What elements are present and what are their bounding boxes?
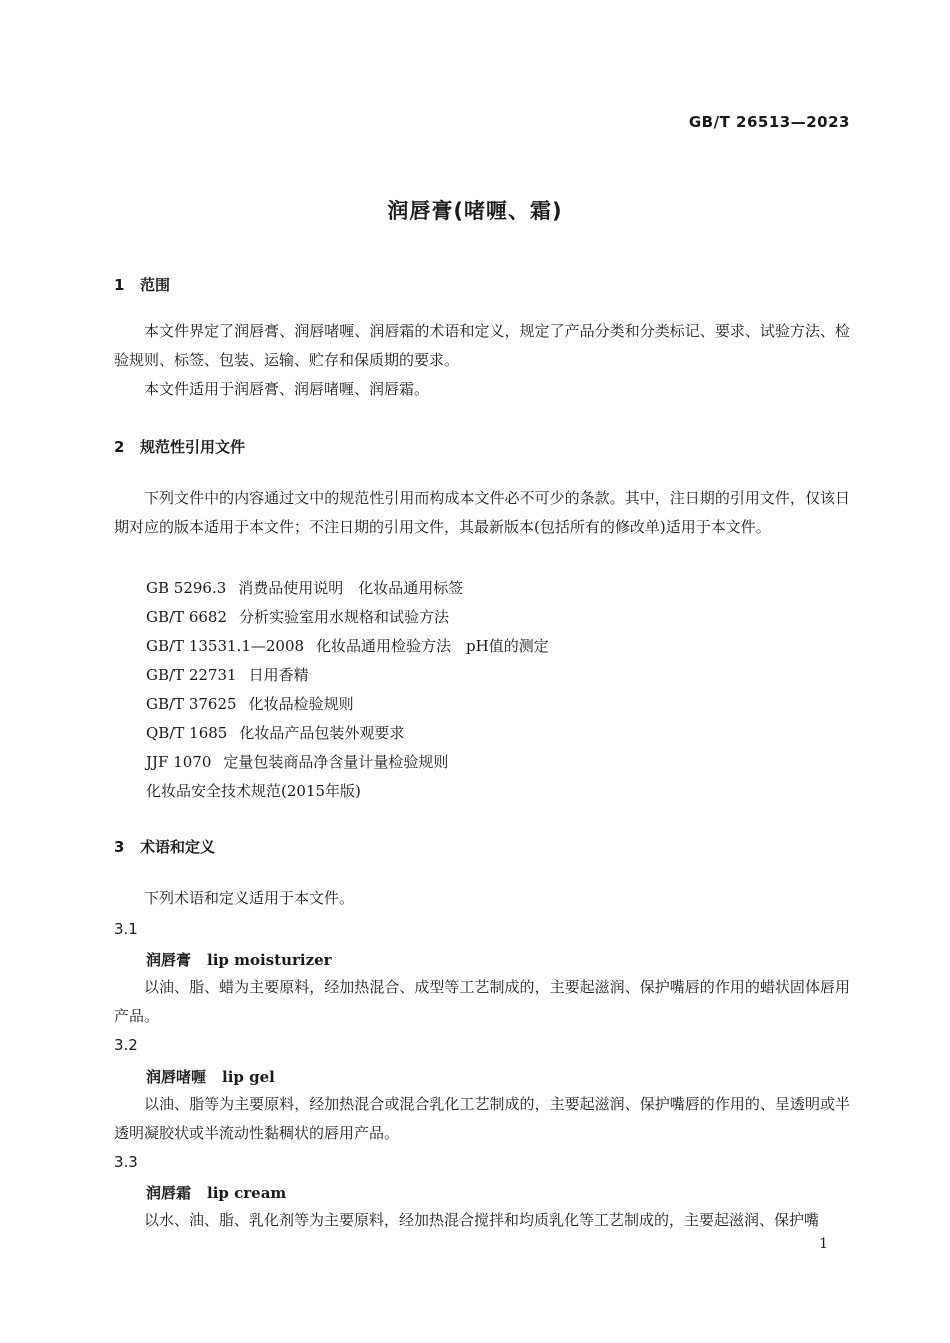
section-title: 规范性引用文件 bbox=[140, 438, 246, 456]
reference-code: QB/T 1685 bbox=[146, 724, 228, 742]
term-chinese: 润唇啫喱 bbox=[146, 1068, 207, 1086]
reference-item bbox=[146, 780, 361, 801]
reference-code: GB/T 13531.1—2008 bbox=[146, 637, 305, 655]
reference-code: GB 5296.3 bbox=[146, 579, 227, 597]
reference-title: 化妆品通用检验方法 pH值的测定 bbox=[316, 637, 549, 655]
section-title: 范围 bbox=[140, 276, 171, 294]
term-english: lip moisturizer bbox=[207, 951, 332, 969]
reference-code: GB/T 37625 bbox=[146, 695, 237, 713]
reference-code: JJF 1070 bbox=[146, 753, 212, 771]
section-title: 术语和定义 bbox=[140, 838, 216, 856]
reference-title: 化妆品产品包装外观要求 bbox=[239, 724, 405, 742]
reference-title: 化妆品安全技术规范(2015年版) bbox=[146, 782, 361, 800]
section-1-paragraph-1: 本文件界定了润唇膏、润唇啫喱、润唇霜的术语和定义，规定了产品分类和分类标记、要求、试验方法、检验规则、标签、包装、运输、贮存和保质期的要求。 bbox=[114, 322, 850, 369]
reference-title: 定量包装商品净含量计量检验规则 bbox=[223, 753, 449, 771]
term-number: 3.3 bbox=[114, 1153, 138, 1171]
section-number: 1 bbox=[114, 276, 125, 294]
reference-item bbox=[146, 606, 449, 627]
reference-item bbox=[146, 664, 309, 685]
document-title: 润唇膏(啫喱、霜) bbox=[387, 199, 563, 223]
term-chinese: 润唇膏 bbox=[146, 951, 192, 969]
reference-code: GB/T 6682 bbox=[146, 608, 228, 626]
section-3-intro: 下列术语和定义适用于本文件。 bbox=[144, 889, 355, 907]
section-1-heading bbox=[114, 274, 170, 295]
term-english: lip gel bbox=[222, 1068, 275, 1086]
reference-title: 分析实验室用水规格和试验方法 bbox=[239, 608, 450, 626]
section-2-heading bbox=[114, 436, 245, 457]
term-definition: 以油、脂、蜡为主要原料，经加热混合、成型等工艺制成的，主要起滋润、保护嘴唇的作用的蜡状固体唇用产品。 bbox=[114, 978, 850, 1025]
term-english: lip cream bbox=[207, 1184, 287, 1202]
reference-item bbox=[146, 751, 448, 772]
section-1-paragraph-2: 本文件适用于润唇膏、润唇啫喱、润唇霜。 bbox=[144, 380, 430, 398]
reference-title: 化妆品检验规则 bbox=[248, 695, 354, 713]
reference-item bbox=[146, 722, 404, 743]
term-heading bbox=[146, 1182, 286, 1203]
reference-title: 日用香精 bbox=[248, 666, 309, 684]
standard-number: GB/T 26513—2023 bbox=[688, 113, 850, 131]
section-2-intro: 下列文件中的内容通过文中的规范性引用而构成本文件必不可少的条款。其中，注日期的引用文件，仅该日期对应的版本适用于本文件；不注日期的引用文件，其最新版本(包括所有的修改单)适用于本文件。 bbox=[114, 489, 850, 536]
term-definition: 以水、油、脂、乳化剂等为主要原料，经加热混合搅拌和均质乳化等工艺制成的，主要起滋润、保护嘴 bbox=[144, 1211, 820, 1229]
reference-item bbox=[146, 577, 463, 598]
section-3-heading bbox=[114, 836, 215, 857]
reference-item bbox=[146, 635, 549, 656]
reference-title: 消费品使用说明 化妆品通用标签 bbox=[238, 579, 464, 597]
term-definition: 以油、脂等为主要原料，经加热混合或混合乳化工艺制成的，主要起滋润、保护嘴唇的作用的、呈透明或半透明凝胶状或半流动性黏稠状的唇用产品。 bbox=[114, 1095, 850, 1142]
term-number: 3.1 bbox=[114, 920, 138, 938]
term-number: 3.2 bbox=[114, 1036, 138, 1054]
reference-item bbox=[146, 693, 354, 714]
term-heading bbox=[146, 949, 332, 970]
section-number: 2 bbox=[114, 438, 125, 456]
section-number: 3 bbox=[114, 838, 125, 856]
term-heading bbox=[146, 1066, 275, 1087]
reference-code: GB/T 22731 bbox=[146, 666, 237, 684]
term-chinese: 润唇霜 bbox=[146, 1184, 192, 1202]
page-number: 1 bbox=[819, 1236, 828, 1252]
